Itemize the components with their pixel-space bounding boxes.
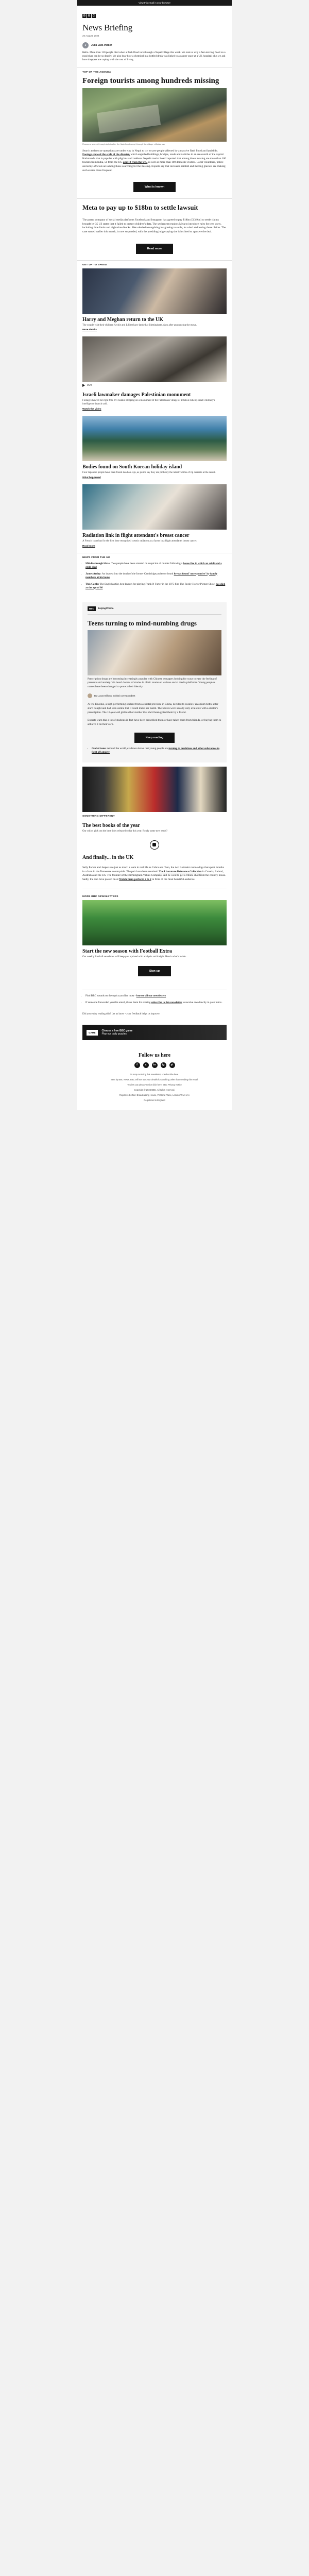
intro-text: Hello. More than 130 people died when a flash flood tore through a Nepal village this week. We look at why a fast-moving flood on a rural river can be so deadly. We also hear how a chemical in a bottled drink was linked to a cancer scare at a UK hospital, plus we ask how shoppers are coping with the cost of living. <box>82 51 226 62</box>
game-title: Choose a free BBC game <box>101 1029 133 1033</box>
list-item-link[interactable]: house fire in which an adult and a child died <box>85 562 222 569</box>
partner-bullets <box>88 746 221 757</box>
footer-promo-text: to receive one directly in your inbox. <box>182 1001 222 1005</box>
lead-image[interactable] <box>82 88 227 142</box>
and-finally-link[interactable]: Watch them perform 2 to 2 <box>119 877 151 881</box>
list-item-lead: Middlesbrough blaze: <box>85 562 111 565</box>
list-item <box>85 1001 227 1005</box>
lead-body-part: which engulfed buildings, bridges, roads and vehicles in an area north of the capital Kathmandu that is popular with pilgrims and trekkers. Nepal's tourist board reported that among those missing are more than 100 tourists from India, 50 from the US, <box>82 153 226 164</box>
list-item-link[interactable]: he was found 'unresponsive' by family members at his home <box>85 572 218 579</box>
section-label-newsletters: MORE BBC NEWSLETTERS <box>82 895 118 899</box>
partner-paragraph: Experts warn that a lot of students in fact have been prescribed them or have taken them from friends, or buying them to achieve it on their own. <box>88 719 221 726</box>
game-banner[interactable] <box>82 1025 227 1040</box>
privacy-link[interactable]: To view our privacy notice click here. BBC Privacy Notice <box>127 1083 182 1087</box>
list-item-text: Two people have been arrested on suspicion of murder following a <box>111 562 183 565</box>
lead-cta-wrap <box>77 177 232 198</box>
author-row <box>77 40 232 50</box>
football-image[interactable] <box>82 900 227 945</box>
author-name: Julia Lutz-Parker <box>91 44 112 47</box>
copyright-text: Copyright © 2024 BBC, All rights reserved. <box>134 1089 175 1092</box>
facebook-icon[interactable]: f <box>134 1062 140 1068</box>
sub-text: Our critics pick out the best titles released so far this year. Ready some new reads? <box>82 830 168 833</box>
lead-body-part: Search and rescue operations are under way in Nepal to try to save people affected by a massive flash flood and landslide. <box>82 149 218 152</box>
what-is-known-button[interactable]: What is known <box>133 182 176 192</box>
footer-bar <box>0 1110 309 1117</box>
israel-image[interactable] <box>82 336 227 382</box>
footer-promo-text: If someone forwarded you this email, thank them for sharing <box>85 1001 151 1005</box>
sub-headline[interactable]: Israeli lawmaker damages Palestinian monument <box>82 392 191 398</box>
newsletter-title: News Briefing <box>82 23 133 32</box>
sub-text: The couple visit their children Archie and Lilibet have landed at Birmingham, days after announcing the move. <box>82 324 197 327</box>
lead-headline[interactable]: Foreign tourists among hundreds missing <box>82 76 219 85</box>
logo-letter: C <box>92 14 96 18</box>
list-item-lead: This Cattle: <box>85 582 99 586</box>
read-more-button[interactable]: Read more <box>136 244 173 254</box>
partner-feature <box>82 602 227 763</box>
partner-location: Beijing/China <box>97 607 114 610</box>
list-item-lead: Global issue: <box>92 747 107 751</box>
sign-up-button[interactable]: Sign up <box>138 966 171 976</box>
sub-text: A French court has for the first time recognised cosmic radiation as a factor in a flight attendant's breast cancer. <box>82 539 197 543</box>
list-item-text: Around the world, evidence shows that young people are <box>107 747 168 751</box>
legal-text: Sent by BBC News. BBC will not use your details for anything other than sending this email. <box>111 1078 198 1081</box>
section-label-get-up-to-speed: GET UP TO SPEED <box>77 260 232 268</box>
sub-headline[interactable]: The best books of the year <box>82 823 140 829</box>
harry-meghan-image[interactable] <box>82 268 227 314</box>
social-links <box>82 1061 227 1072</box>
sub-headline[interactable]: Bodies found on South Korean holiday island <box>82 464 182 470</box>
partner-intro: Prescription drugs are becoming increasingly popular with Chinese teenagers looking for ways to ease the feeling of pressure and anxiety. We heard dozens of stories in clinic rooms on various social media platforms. Young people's names have been changed to protect their identity. <box>88 677 217 688</box>
sub-text: Our weekly football newsletter will keep you updated with analysis and insight. Here's what's inside... <box>82 956 188 959</box>
instagram-icon[interactable]: ig <box>161 1062 166 1068</box>
and-finally-part: in Canada, Ireland, Australia and the US. The founder of the Birmingham Values Company said he went to get a tribute shot from the country house. Sadly, the duo have passed on at <box>82 870 226 881</box>
partner-paragraph: At 16, Duoduo, a high-performing student from a coastal province in China, decided to swallow an opium bottle after she'd bought and had seen online that it could make her numb. The tablets were usually only available with a doctor's prescription. The 16-year-old girl told her mother that she'd been gifted them by a friend. <box>88 703 218 714</box>
partner-headline[interactable]: Teens turning to mind-numbing drugs <box>88 619 197 627</box>
list-item-link[interactable]: turning to medicines and other substances to fight off anxiety <box>92 747 220 754</box>
partner-image[interactable] <box>88 630 221 675</box>
list-item <box>85 572 227 580</box>
browse-newsletters-link[interactable]: browse all our newsletters <box>136 994 166 998</box>
sub-text: Four Japanese people have been found dead on Jeju, as police say they are probably the latest victims of rip currents at the resort. <box>82 471 216 474</box>
section-label-top-agenda: TOP OF THE AGENDA <box>77 67 232 76</box>
game-badge: GAME <box>87 1030 98 1036</box>
author-avatar: J <box>82 42 89 48</box>
and-finally-link[interactable]: The Literature Reference Collection <box>159 870 202 873</box>
registered-text: Registered in England <box>144 1099 165 1102</box>
author-avatar <box>88 693 92 698</box>
and-finally-body <box>77 862 232 886</box>
watch-video-link[interactable]: Watch the video <box>82 408 101 411</box>
and-finally-part: Sally Parker and Jaspers are just as much a team in real life as Cobra and Teen, the two Labrador rescue dogs that spent months in a farm in the Tennessee countryside. The pair have been reunited. <box>82 866 224 873</box>
partner-cta-wrap <box>88 728 221 746</box>
keep-reading-button[interactable]: Keep reading <box>134 733 175 743</box>
story-cta-wrap <box>77 239 232 260</box>
korea-image[interactable] <box>82 416 227 461</box>
game-copy <box>102 1029 133 1036</box>
story-body: The parent company of social media platforms Facebook and Instagram has agreed to pay $18bn (£13.9bn) to settle claims brought by 35 US states that it failed to protect children's data. The settlement requires Meta to introduce rules for teen users, including time limits and night-time blocks. Meta denied wrongdoing in agreeing to settle, in a deal addressing those claims. The case started earlier this month, is now suspended, with the presiding judge saying she is inclined to approve the deal. <box>82 218 226 233</box>
section-label-news-uk: NEWS FROM THE UK <box>77 553 232 561</box>
feedback-text: Did you enjoy reading this? Let us know - your feedback helps us improve. <box>82 1013 160 1016</box>
logo-letter: B <box>87 14 91 18</box>
and-finally-part: in front of the most beautiful audience. <box>152 877 196 881</box>
list-item-lead: James Arday: <box>85 572 101 575</box>
footer-promo-list <box>77 993 232 1013</box>
bbc-logo[interactable] <box>82 14 96 18</box>
newsletter-cta-wrap <box>82 961 227 982</box>
lead-image-caption: Rescuers search through debris after the flash flood swept through the village, officials say <box>82 142 165 145</box>
partner-badges <box>88 606 221 615</box>
list-item <box>92 747 221 754</box>
sub-text: Footage showed far-right MK Zvi Sukkot stepping on a monument of the Palestinian village of Umm al-Kheir; Israel's military's intelligence branch said. <box>82 399 215 406</box>
partner-byline-row <box>88 691 221 701</box>
video-duration: 0:27 <box>87 384 92 387</box>
story-headline[interactable]: Meta to pay up to $18bn to settle lawsuit <box>77 198 232 214</box>
x-icon[interactable]: x <box>143 1062 149 1068</box>
partner-badge: BBC <box>88 606 96 611</box>
lead-body <box>77 145 232 177</box>
list-item <box>85 562 227 569</box>
lead-body-link[interactable]: and 10 from the UK, <box>123 161 148 164</box>
list-item <box>85 583 227 590</box>
radiation-image[interactable] <box>82 484 227 530</box>
lead-body-part: as well as more than 100 domestic visitors. Local volunteers, police and army officials are among those searching for the missing. Experts say that increased rainfall and melting glaciers are making such events more frequent. <box>82 161 226 172</box>
news-uk-list <box>77 561 232 598</box>
newsletter-block <box>77 945 232 987</box>
registered-office-text: Registered office: Broadcasting House, Portland Place, London W1A 1AA <box>119 1094 190 1097</box>
follow-title: Follow us here <box>138 1053 171 1059</box>
youtube-icon[interactable]: yt <box>169 1062 175 1068</box>
newsletter-mark-icon <box>150 840 159 850</box>
list-item-text: The English artist, best known for playing Frank N Furter in the 1975 film The Rocky Horror Picture Show, <box>99 582 215 586</box>
lead-body-link[interactable]: Footage showed the scale of the disaster, <box>82 153 130 157</box>
issue-date: 20 August, 2024 <box>82 35 99 37</box>
list-item <box>85 994 227 998</box>
list-item-text: An inquest into the death of the former Cambridge professor heard <box>101 572 174 575</box>
masthead <box>77 6 232 40</box>
read-more-link[interactable]: Read more <box>82 545 95 548</box>
list-item-link[interactable]: has died at the age of 86 <box>85 582 226 589</box>
more-details-link[interactable]: More details <box>82 329 97 332</box>
play-icon[interactable] <box>82 384 85 387</box>
linkedin-icon[interactable]: in <box>152 1062 158 1068</box>
game-subtitle: Play our daily puzzles <box>101 1032 127 1036</box>
what-happened-link[interactable]: What happened <box>82 476 101 479</box>
sub-headline[interactable]: Harry and Meghan return to the UK <box>82 316 164 323</box>
footer <box>77 1044 232 1110</box>
and-finally-headline: And finally... in the UK <box>82 855 134 861</box>
footer-promo-text: Find BBC sounds on the topics you like most - <box>85 994 136 998</box>
video-player-bar[interactable] <box>77 382 232 389</box>
email-body <box>77 6 232 1110</box>
books-image[interactable] <box>82 767 227 812</box>
subscribe-link[interactable]: subscribe to this newsletter <box>151 1001 182 1005</box>
logo-letter: B <box>82 14 87 18</box>
unsubscribe-text[interactable]: To stop receiving this newsletter, unsubscribe here. <box>130 1073 179 1076</box>
sub-headline[interactable]: Radiation link in flight attendant's breast cancer <box>82 532 190 538</box>
preheader[interactable]: View this email in your browser <box>77 0 232 6</box>
sub-headline[interactable]: Start the new season with Football Extra <box>82 948 172 955</box>
partner-byline: By Lucas Billions, Global correspondent <box>94 694 135 698</box>
section-label-something-different: SOMETHING DIFFERENT <box>82 815 115 818</box>
